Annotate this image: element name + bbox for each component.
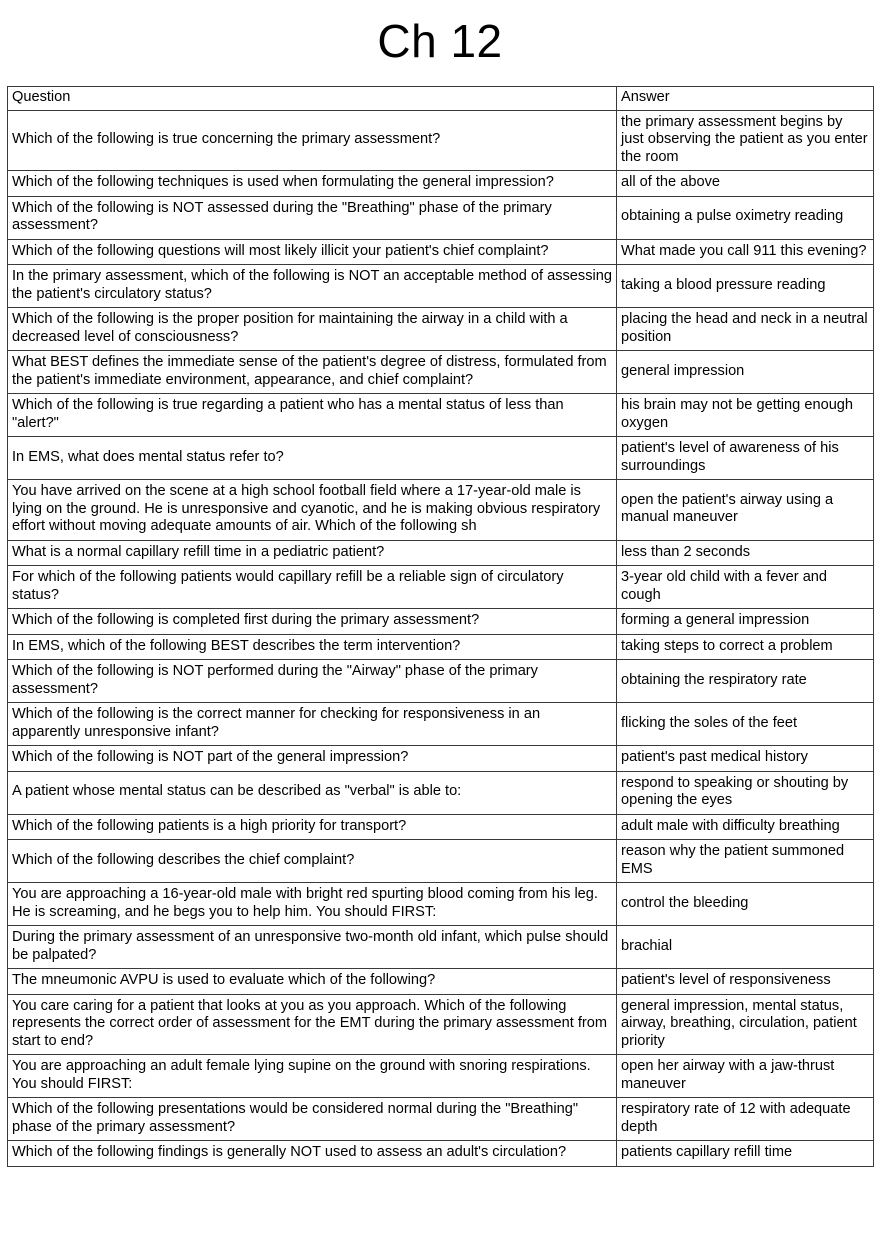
table-row <box>8 239 874 265</box>
question-cell: Which of the following is NOT performed during the "Airway" phase of the primary assessment? <box>8 660 617 703</box>
question-cell: Which of the following is the correct manner for checking for responsiveness in an apparently unresponsive infant? <box>8 703 617 746</box>
answer-cell: patient's past medical history <box>617 746 874 772</box>
question-cell: Which of the following techniques is used when formulating the general impression? <box>8 171 617 197</box>
question-cell: Which of the following patients is a high priority for transport? <box>8 814 617 840</box>
table-row <box>8 660 874 703</box>
table-row <box>8 394 874 437</box>
table-row <box>8 746 874 772</box>
question-cell: During the primary assessment of an unresponsive two-month old infant, which pulse should be palpated? <box>8 926 617 969</box>
page-title: Ch 12 <box>377 15 503 67</box>
question-cell: Which of the following presentations would be considered normal during the "Breathing" phase of the primary assessment? <box>8 1098 617 1141</box>
table-row <box>8 703 874 746</box>
answer-cell: flicking the soles of the feet <box>617 703 874 746</box>
question-cell: Which of the following findings is generally NOT used to assess an adult's circulation? <box>8 1141 617 1167</box>
table-row <box>8 771 874 814</box>
answer-cell: patient's level of awareness of his surroundings <box>617 437 874 480</box>
question-answer-table <box>7 86 874 1167</box>
table-row <box>8 171 874 197</box>
question-cell: You have arrived on the scene at a high school football field where a 17-year-old male is lying on the ground. He is unresponsive and cyanotic, and he is making obvious respiratory effort without moving adequate amounts of air. Which of the following sh <box>8 480 617 541</box>
table-row <box>8 308 874 351</box>
column-header-question: Question <box>8 87 617 111</box>
column-header-answer: Answer <box>617 87 874 111</box>
table-row <box>8 969 874 995</box>
table-row <box>8 883 874 926</box>
answer-cell: taking steps to correct a problem <box>617 634 874 660</box>
table-row <box>8 634 874 660</box>
table-row <box>8 814 874 840</box>
answer-cell: obtaining the respiratory rate <box>617 660 874 703</box>
table-row <box>8 1055 874 1098</box>
answer-cell: his brain may not be getting enough oxygen <box>617 394 874 437</box>
table-row <box>8 110 874 171</box>
answer-cell: 3-year old child with a fever and cough <box>617 566 874 609</box>
answer-cell: reason why the patient summoned EMS <box>617 840 874 883</box>
table-row <box>8 840 874 883</box>
table-row <box>8 609 874 635</box>
question-cell: Which of the following is completed first during the primary assessment? <box>8 609 617 635</box>
question-cell: What BEST defines the immediate sense of the patient's degree of distress, formulated from the patient's immediate environment, appearance, and chief complaint? <box>8 351 617 394</box>
table-header-row <box>8 87 874 111</box>
table-body <box>8 87 874 1167</box>
answer-cell: respond to speaking or shouting by opening the eyes <box>617 771 874 814</box>
table-row <box>8 265 874 308</box>
answer-cell: obtaining a pulse oximetry reading <box>617 196 874 239</box>
question-cell: What is a normal capillary refill time in a pediatric patient? <box>8 540 617 566</box>
answer-cell: What made you call 911 this evening? <box>617 239 874 265</box>
answer-cell: all of the above <box>617 171 874 197</box>
question-cell: You are approaching a 16-year-old male with bright red spurting blood coming from his leg. He is screaming, and he begs you to help him. You should FIRST: <box>8 883 617 926</box>
answer-cell: less than 2 seconds <box>617 540 874 566</box>
answer-cell: patient's level of responsiveness <box>617 969 874 995</box>
table-row <box>8 1098 874 1141</box>
question-cell: Which of the following is true concerning the primary assessment? <box>8 110 617 171</box>
answer-cell: respiratory rate of 12 with adequate depth <box>617 1098 874 1141</box>
answer-cell: open her airway with a jaw-thrust maneuver <box>617 1055 874 1098</box>
answer-cell: the primary assessment begins by just observing the patient as you enter the room <box>617 110 874 171</box>
question-cell: In EMS, which of the following BEST describes the term intervention? <box>8 634 617 660</box>
question-cell: Which of the following is true regarding a patient who has a mental status of less than "alert?" <box>8 394 617 437</box>
answer-cell: taking a blood pressure reading <box>617 265 874 308</box>
question-cell: A patient whose mental status can be described as "verbal" is able to: <box>8 771 617 814</box>
table-row <box>8 196 874 239</box>
table-row <box>8 1141 874 1167</box>
table-row <box>8 926 874 969</box>
question-cell: Which of the following questions will most likely illicit your patient's chief complaint? <box>8 239 617 265</box>
question-cell: Which of the following is the proper position for maintaining the airway in a child with a decreased level of consciousness? <box>8 308 617 351</box>
question-cell: The mneumonic AVPU is used to evaluate which of the following? <box>8 969 617 995</box>
answer-cell: forming a general impression <box>617 609 874 635</box>
answer-cell: general impression <box>617 351 874 394</box>
table-row <box>8 566 874 609</box>
question-cell: In EMS, what does mental status refer to? <box>8 437 617 480</box>
answer-cell: brachial <box>617 926 874 969</box>
answer-cell: placing the head and neck in a neutral position <box>617 308 874 351</box>
table-row <box>8 480 874 541</box>
table-row <box>8 351 874 394</box>
question-cell: You are approaching an adult female lying supine on the ground with snoring respirations. You should FIRST: <box>8 1055 617 1098</box>
answer-cell: open the patient's airway using a manual maneuver <box>617 480 874 541</box>
table-row <box>8 994 874 1055</box>
answer-cell: control the bleeding <box>617 883 874 926</box>
question-cell: In the primary assessment, which of the following is NOT an acceptable method of assessing the patient's circulatory status? <box>8 265 617 308</box>
answer-cell: patients capillary refill time <box>617 1141 874 1167</box>
question-cell: For which of the following patients would capillary refill be a reliable sign of circulatory status? <box>8 566 617 609</box>
answer-cell: general impression, mental status, airway, breathing, circulation, patient priority <box>617 994 874 1055</box>
table-row <box>8 540 874 566</box>
question-cell: Which of the following describes the chief complaint? <box>8 840 617 883</box>
answer-cell: adult male with difficulty breathing <box>617 814 874 840</box>
question-cell: Which of the following is NOT assessed during the "Breathing" phase of the primary assessment? <box>8 196 617 239</box>
question-cell: You care caring for a patient that looks at you as you approach. Which of the following represents the correct order of assessment for the EMT during the primary assessment from start to end? <box>8 994 617 1055</box>
table-row <box>8 437 874 480</box>
question-cell: Which of the following is NOT part of the general impression? <box>8 746 617 772</box>
